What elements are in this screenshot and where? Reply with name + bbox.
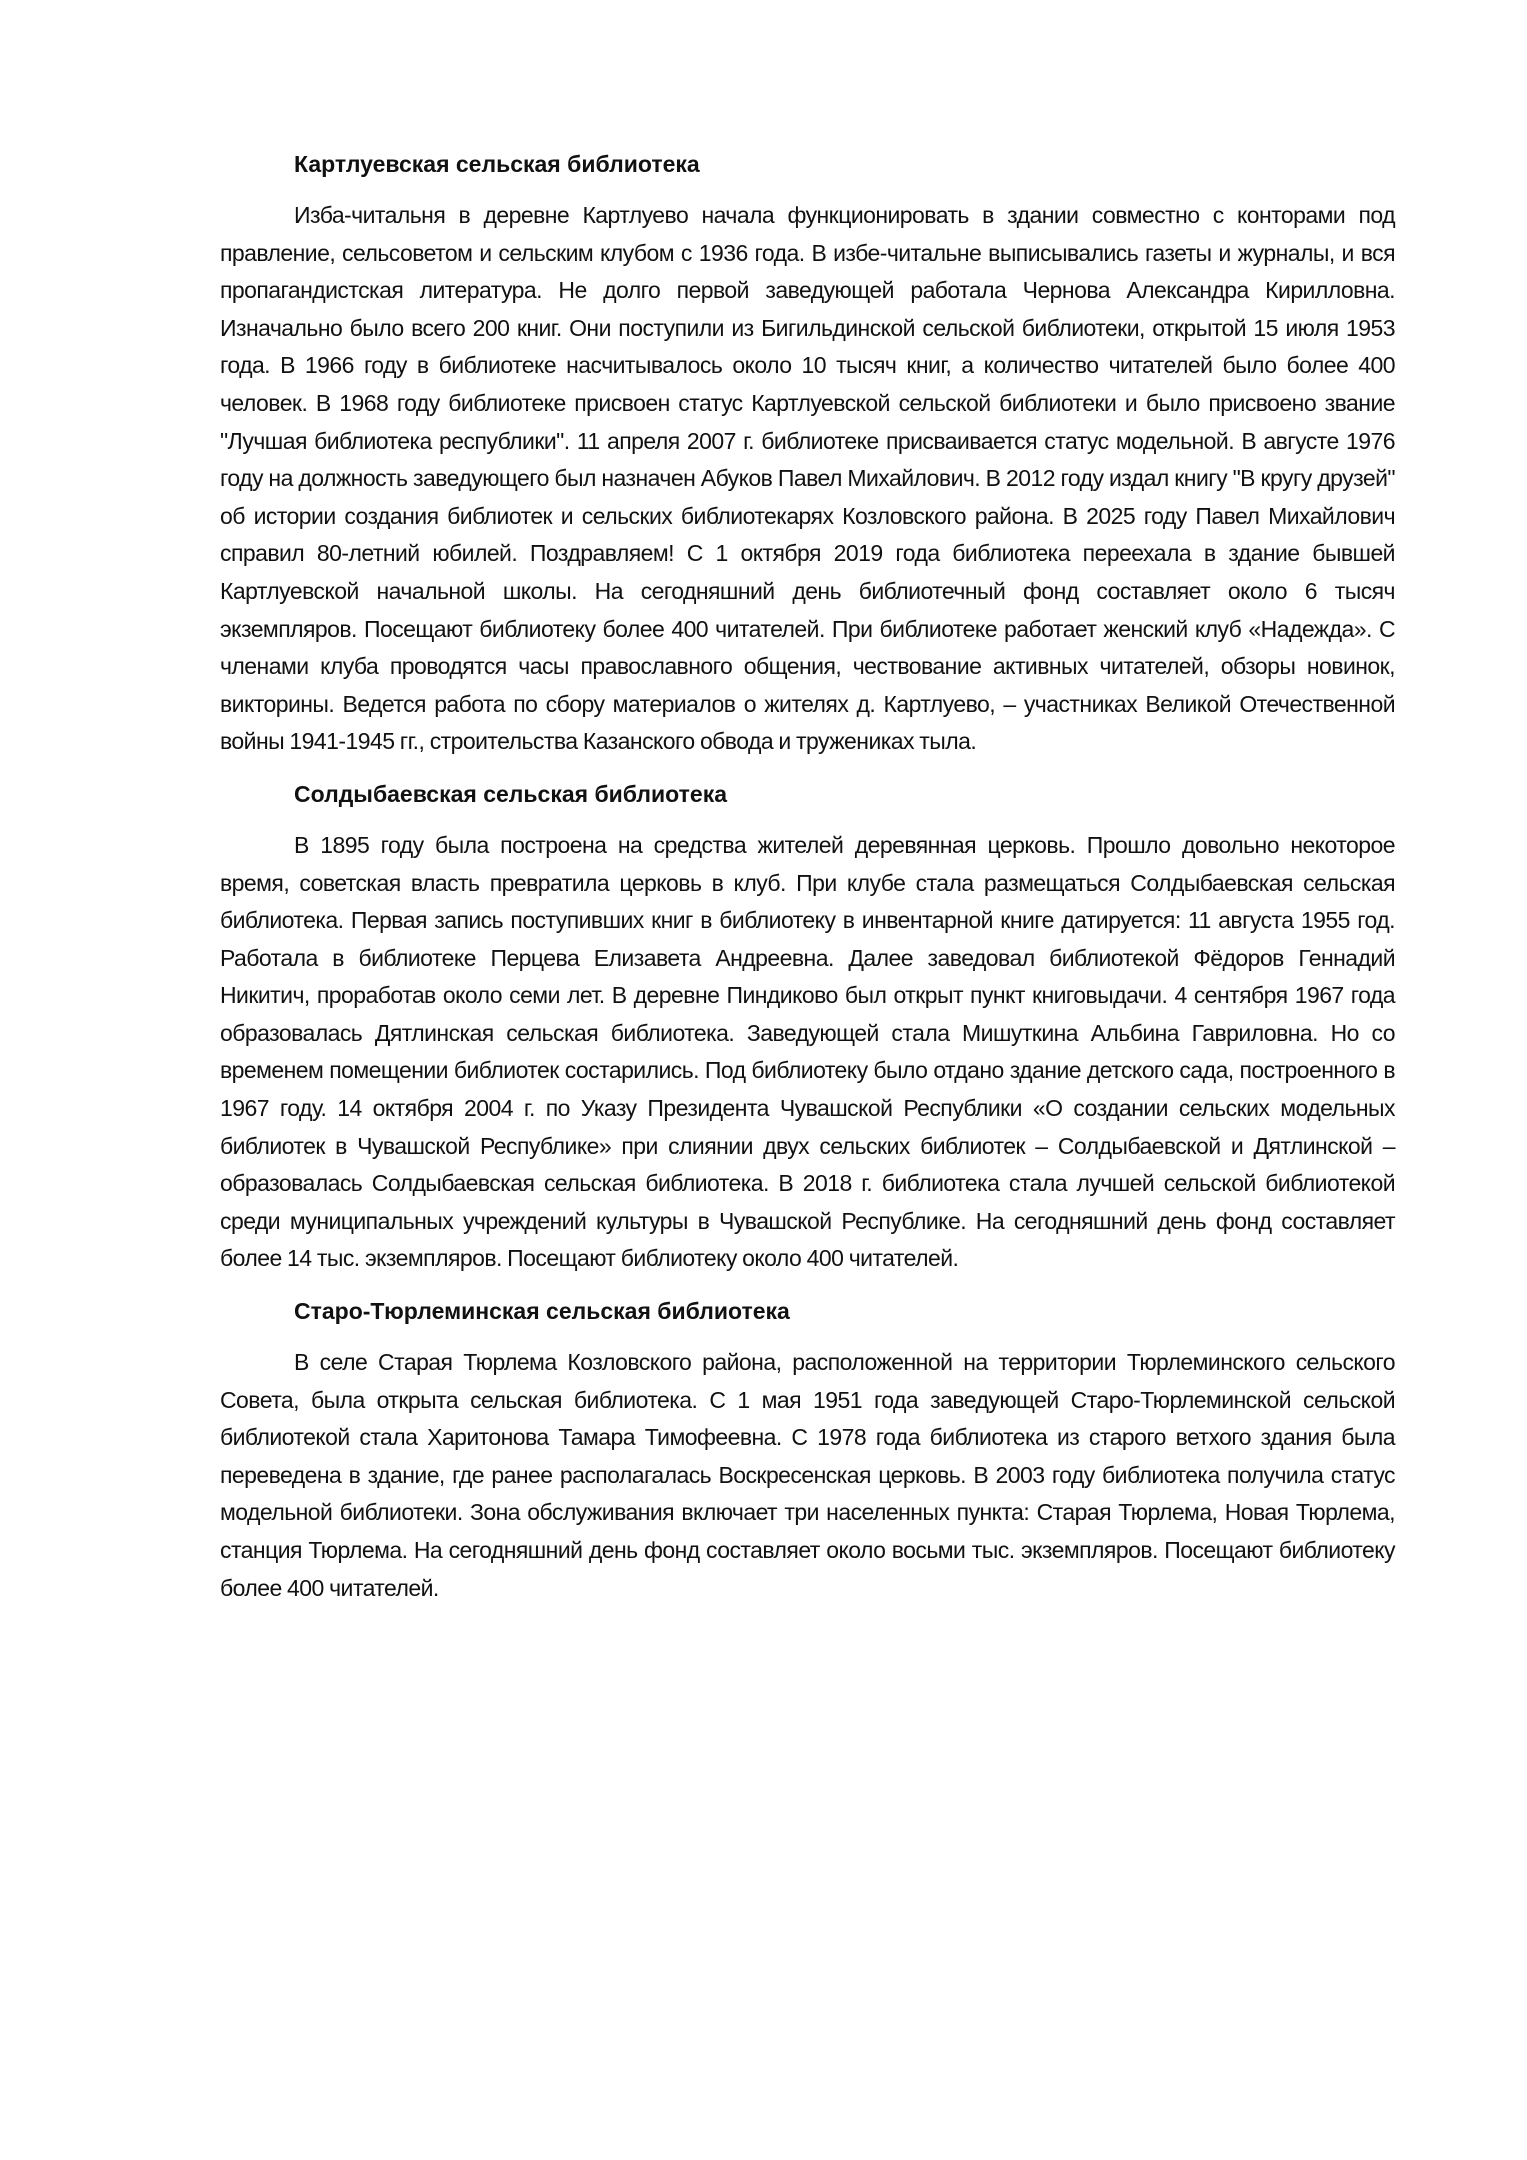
section-heading: Картлуевская сельская библиотека <box>294 151 700 177</box>
document-page <box>220 0 1395 2160</box>
section-paragraph: Изба-читальня в деревне Картлуево начала функционировать в здании совместно с конторами под правление, сельсоветом и сельским клубом с 1936 года. В избе-читальне выписывались газеты и журналы, и вся пропагандистская литература. Не долго первой заведующей работала Чернова Александра Кирилловна. Изначально было всего 200 книг. Они поступили из Бигильдинской сельской библиотеки, открытой 15 июля 1953 года. В 1966 году в библиотеке насчитывалось около 10 тысяч книг, а количество читателей было более 400 человек. В 1968 году библиотеке присвоен статус Картлуевской сельской библиотеки и было присвоено звание "Лучшая библиотека республики". 11 апреля 2007 г. библиотеке присваивается статус модельной. В августе 1976 году на должность заведующего был назначен Абуков Павел Михайлович. В 2012 году издал книгу "В кругу друзей" об истории создания библиотек и сельских библиотекарях Козловского района. В 2025 году Павел Михайлович справил 80-летний юбилей. Поздравляем! С 1 октября 2019 года библиотека переехала в здание бывшей Картлуевской начальной школы. На сегодняшний день библиотечный фонд составляет около 6 тысяч экземпляров. Посещают библиотеку более 400 читателей. При библиотеке работает женский клуб «Надежда». С членами клуба проводятся часы православного общения, чествование активных читателей, обзоры новинок, викторины. Ведется работа по сбору материалов о жителях д. Картлуево, – участниках Великой Отечественной войны 1941-1945 гг., строительства Казанского обвода и тружениках тыла. <box>220 202 1395 755</box>
section-soldybaevo <box>220 775 1395 1278</box>
section-heading: Старо-Тюрлеминская сельская библиотека <box>294 1298 790 1325</box>
section-staraya-tyurlema <box>220 1292 1395 1607</box>
section-paragraph: В селе Старая Тюрлема Козловского района, расположенной на территории Тюрлеминского сельского Совета, была открыта сельская библиотека. С 1 мая 1951 года заведующей Старо-Тюрлеминской сельской библиотекой стала Харитонова Тамара Тимофеевна. С 1978 года библиотека из старого ветхого здания была переведена в здание, где ранее располагалась Воскресенская церковь. В 2003 году библиотека получила статус модельной библиотеки. Зона обслуживания включает три населенных пункта: Старая Тюрлема, Новая Тюрлема, станция Тюрлема. На сегодняшний день фонд составляет около восьми тыс. экземпляров. Посещают библиотеку более 400 читателей. <box>220 1349 1395 1601</box>
section-paragraph: В 1895 году была построена на средства жителей деревянная церковь. Прошло довольно некоторое время, советская власть превратила церковь в клуб. При клубе стала размещаться Солдыбаевская сельская библиотека. Первая запись поступивших книг в библиотеку в инвентарной книге датируется: 11 августа 1955 год. Работала в библиотеке Перцева Елизавета Андреевна. Далее заведовал библиотекой Фёдоров Геннадий Никитич, проработав около семи лет. В деревне Пиндиково был открыт пункт книговыдачи. 4 сентября 1967 года образовалась Дятлинская сельская библиотека. Заведующей стала Мишуткина Альбина Гавриловна. Но со временем помещении библиотек состарились. Под библиотеку было отдано здание детского сада, построенного в 1967 году. 14 октября 2004 г. по Указу Президента Чувашской Республики «О создании сельских модельных библиотек в Чувашской Республике» при слиянии двух сельских библиотек – Солдыбаевской и Дятлинской – образовалась Солдыбаевская сельская библиотека. В 2018 г. библиотека стала лучшей сельской библиотекой среди муниципальных учреждений культуры в Чувашской Республике. На сегодняшний день фонд составляет более 14 тыс. экземпляров. Посещают библиотеку около 400 читателей. <box>220 831 1395 1272</box>
section-kartluevo <box>220 145 1395 761</box>
section-heading: Солдыбаевская сельская библиотека <box>294 780 728 807</box>
